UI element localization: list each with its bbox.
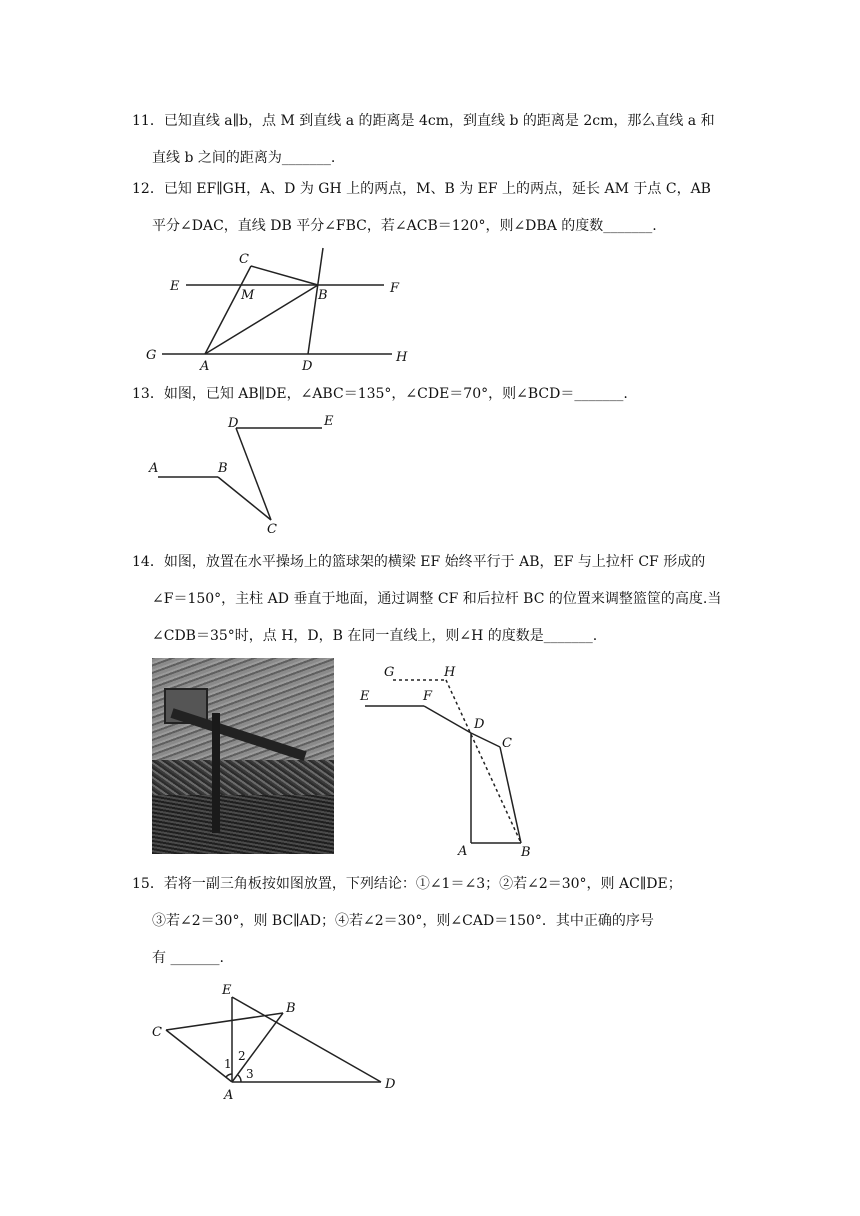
question-12-line-1: 12．已知 EF∥GH，A、D 为 GH 上的两点，M、B 为 EF 上的两点，延长 AM 于点 C，AB bbox=[132, 181, 711, 197]
question-11-line-1: 11．已知直线 a∥b，点 M 到直线 a 的距离是 4cm，到直线 b 的距离是 2cm，那么直线 a 和 bbox=[132, 113, 715, 129]
label-e: E bbox=[170, 279, 180, 294]
label-d: D bbox=[228, 416, 239, 431]
label-b: B bbox=[521, 845, 531, 860]
segment-ab bbox=[232, 1013, 283, 1082]
label-h: H bbox=[396, 350, 408, 365]
label-f: F bbox=[423, 689, 433, 704]
question-15-line-3: 有 _______. bbox=[152, 950, 224, 966]
angle-label-3: 3 bbox=[246, 1067, 254, 1081]
label-e: E bbox=[324, 414, 334, 429]
label-a: A bbox=[149, 461, 159, 476]
label-e: E bbox=[360, 689, 370, 704]
question-12-line-2: 平分∠DAC，直线 DB 平分∠FBC，若∠ACB＝120°，则∠DBA 的度数_______. bbox=[152, 218, 657, 234]
question-13-line-1: 13．如图，已知 AB∥DE，∠ABC＝135°，∠CDE＝70°，则∠BCD＝_______. bbox=[132, 386, 628, 402]
angle-label-2: 2 bbox=[238, 1049, 246, 1063]
label-e: E bbox=[222, 983, 232, 998]
label-d: D bbox=[385, 1077, 396, 1092]
angle-arc-1 bbox=[226, 1074, 232, 1077]
label-a: A bbox=[458, 844, 468, 859]
segment-cb bbox=[166, 1013, 283, 1030]
angle-label-1: 1 bbox=[224, 1057, 232, 1071]
label-c: C bbox=[502, 736, 512, 751]
question-14-line-3: ∠CDB＝35°时，点 H，D，B 在同一直线上，则∠H 的度数是_______. bbox=[152, 628, 598, 644]
segment-ed bbox=[232, 997, 381, 1082]
question-14-line-2: ∠F＝150°，主柱 AD 垂直于地面，通过调整 CF 和后拉杆 BC 的位置来调整篮筐的高度.当 bbox=[152, 591, 722, 607]
label-d: D bbox=[474, 717, 485, 732]
question-15-line-1: 15．若将一副三角板按如图放置，下列结论：①∠1＝∠3；②若∠2＝30°，则 AC∥DE； bbox=[132, 876, 682, 892]
label-g: G bbox=[384, 665, 395, 680]
question-14-line-1: 14．如图，放置在水平操场上的篮球架的横梁 EF 始终平行于 AB，EF 与上拉杆 CF 形成的 bbox=[132, 554, 706, 570]
angle-arc-3 bbox=[238, 1075, 241, 1082]
label-c: C bbox=[239, 252, 249, 267]
question-15-line-2: ③若∠2＝30°，则 BC∥AD；④若∠2＝30°，则∠CAD＝150°．其中正确的序号 bbox=[152, 913, 654, 929]
label-d: D bbox=[302, 359, 313, 374]
label-c: C bbox=[152, 1025, 162, 1040]
label-h: H bbox=[444, 665, 456, 680]
label-m: M bbox=[241, 288, 255, 303]
segment-ca bbox=[166, 1030, 232, 1082]
label-f: F bbox=[390, 281, 400, 296]
label-c: C bbox=[267, 522, 277, 537]
label-b: B bbox=[286, 1001, 296, 1016]
label-a: A bbox=[224, 1088, 234, 1103]
label-g: G bbox=[146, 348, 157, 363]
label-b: B bbox=[318, 288, 328, 303]
label-b: B bbox=[218, 461, 228, 476]
label-a: A bbox=[200, 359, 210, 374]
question-11-line-2: 直线 b 之间的距离为_______. bbox=[152, 150, 336, 166]
